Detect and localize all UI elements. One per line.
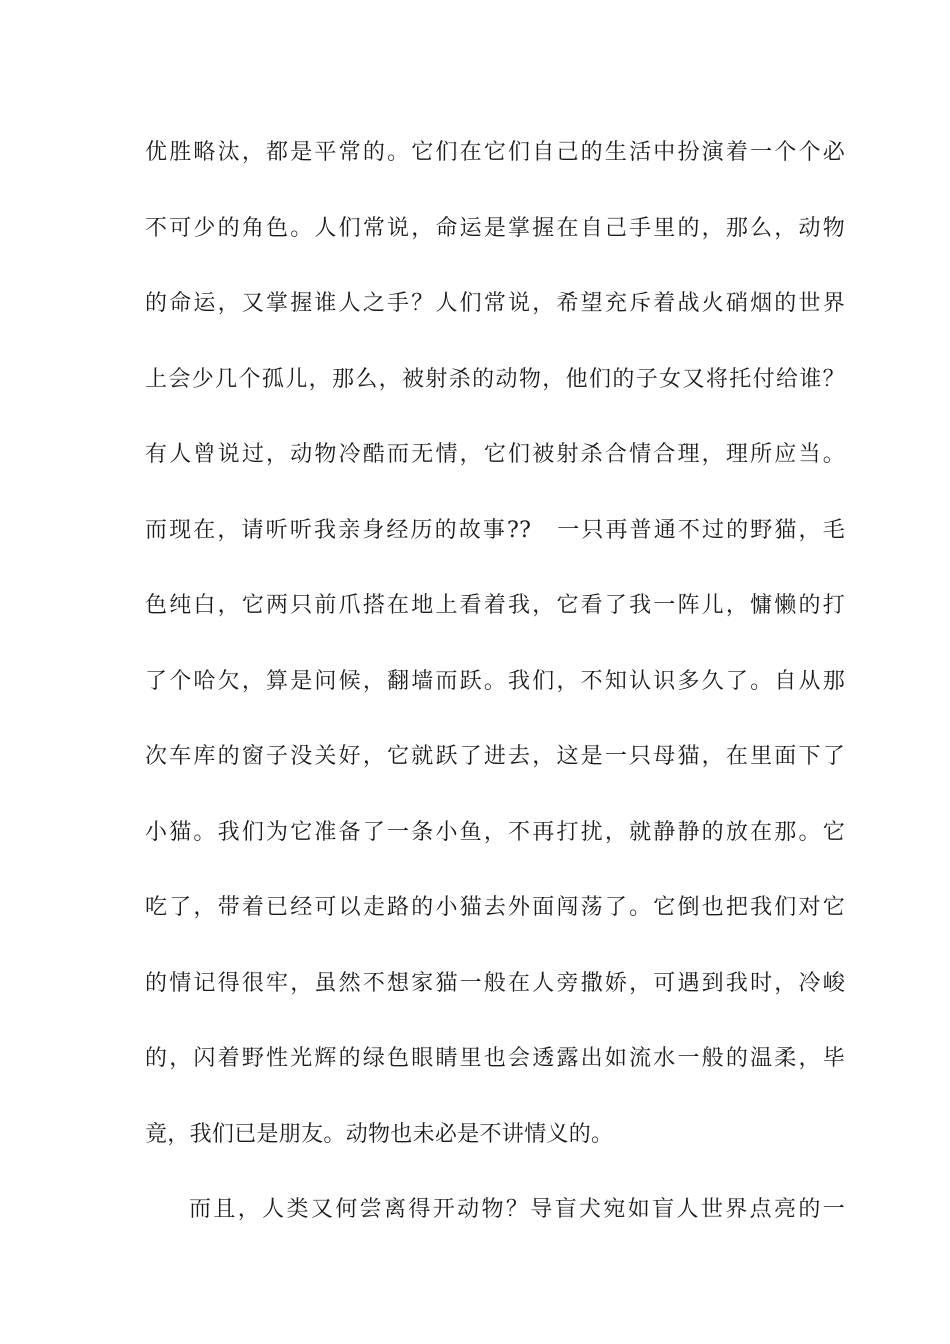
text-line: 色纯白，它两只前爪搭在地上看着我，它看了我一阵儿，慵懒的打 [145, 593, 845, 618]
text-line: 次车库的窗子没关好，它就跃了进去，这是一只母猫，在里面下了 [145, 744, 845, 769]
text-line: 优胜略汰，都是平常的。它们在它们自己的生活中扮演着一个个必 [145, 140, 845, 165]
text-line: 小猫。我们为它准备了一条小鱼，不再打扰，就静静的放在那。它 [145, 819, 845, 845]
text-line: 吃了，带着已经可以走路的小猫去外面闯荡了。它倒也把我们对它 [145, 895, 845, 920]
text-line: 的命运，又掌握谁人之手？人们常说，希望充斥着战火硝烟的世界 [145, 291, 845, 316]
text-line: 的情记得很牢，虽然不想家猫一般在人旁撒娇，可遇到我时，冷峻 [145, 970, 845, 996]
text-line: 的，闪着野性光辉的绿色眼睛里也会透露出如流水一般的温柔，毕 [145, 1046, 845, 1071]
text-line: 有人曾说过，动物冷酷而无情，它们被射杀合情合理，理所应当。 [145, 442, 845, 467]
text-line: 不可少的角色。人们常说，命运是掌握在自己手里的，那么，动物 [145, 215, 845, 241]
paragraph-first-line: 而且，人类又何尝离得开动物？导盲犬宛如盲人世界点亮的一 [189, 1197, 845, 1222]
text-line: 竟，我们已是朋友。动物也未必是不讲情义的。 [145, 1121, 614, 1147]
text-line: 了个哈欠，算是问候，翻墙而跃。我们，不知认识多久了。自从那 [145, 668, 845, 694]
text-line: 上会少几个孤儿，那么，被射杀的动物，他们的子女又将托付给谁？ [145, 366, 845, 392]
text-line: 而现在，请听听我亲身经历的故事?? 一只再普通不过的野猫，毛 [145, 517, 845, 543]
body-text [145, 130, 845, 1263]
